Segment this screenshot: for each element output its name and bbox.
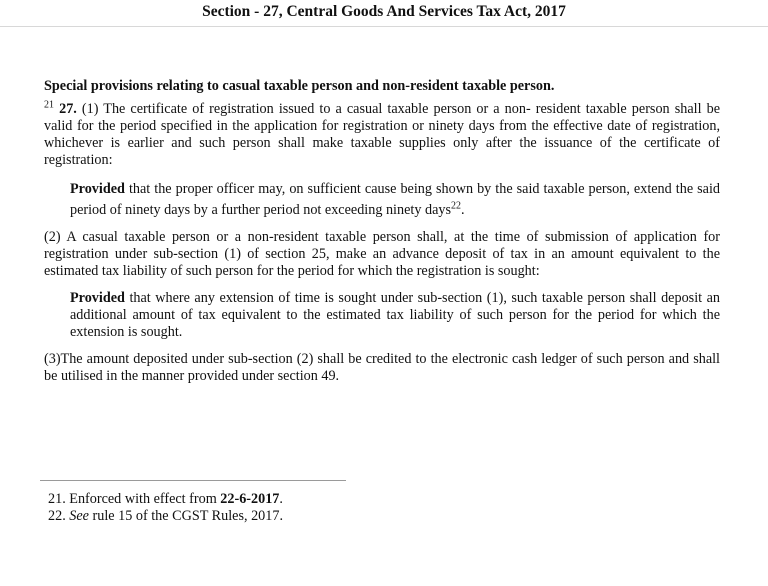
section-content bbox=[44, 78, 720, 395]
footnote-21 bbox=[48, 491, 283, 508]
footnote-22-prefix: 22. bbox=[48, 508, 70, 524]
sub-section-3: (3)The amount deposited under sub-section (2) shall be credited to the electronic cash ledger of such person and shall be utilised in the manner provided under section 49. bbox=[44, 351, 720, 384]
footnote-22-see: See bbox=[69, 508, 89, 524]
footnotes bbox=[48, 491, 283, 525]
sub-section-2: (2) A casual taxable person or a non-resident taxable person shall, at the time of submission of application for registration under sub-section (1) of section 25, make an advance deposit of tax in an amount equivalent to the estimated tax liability of such person for the period for which the registration is sought: bbox=[44, 229, 720, 279]
proviso-1-lead: Provided bbox=[70, 181, 125, 197]
footnote-21-suffix: . bbox=[279, 491, 283, 507]
footnote-22 bbox=[48, 508, 283, 525]
proviso-2-lead: Provided bbox=[70, 290, 125, 306]
proviso-1-text: that the proper officer may, on sufficient cause being shown by the said taxable person, extend the said period of ninety days by a further period not exceeding ninety days bbox=[70, 181, 720, 218]
proviso-2 bbox=[70, 290, 720, 341]
footnote-ref-22[interactable]: 22 bbox=[450, 200, 461, 212]
proviso-2-text: that where any extension of time is sought under sub-section (1), such taxable person shall deposit an additional amount of tax equivalent to the estimated tax liability of such person for the period for which the extension is sought. bbox=[70, 290, 720, 340]
page-header bbox=[0, 0, 768, 27]
section-number: 27. bbox=[59, 101, 77, 117]
proviso-1 bbox=[70, 179, 720, 221]
sub-section-1-text: (1) The certificate of registration issued to a casual taxable person or a non- resident taxable person shall be valid for the period specified in the application for registration or ninety days from the effective date of registration, whichever is earlier and such person shall make taxable supplies only after the issuance of the certificate of registration: bbox=[44, 101, 720, 168]
footnote-divider bbox=[40, 480, 346, 481]
section-heading: Special provisions relating to casual taxable person and non-resident taxable person. bbox=[44, 78, 555, 94]
footnote-21-prefix: 21. Enforced with effect from bbox=[48, 491, 221, 507]
footnote-22-suffix: rule 15 of the CGST Rules, 2017. bbox=[88, 508, 284, 524]
footnote-ref-21[interactable]: 21 bbox=[44, 99, 54, 111]
proviso-1-end: . bbox=[460, 202, 465, 218]
sub-section-1 bbox=[44, 101, 720, 169]
footnote-21-date: 22-6-2017 bbox=[220, 491, 280, 507]
page-title: Section - 27, Central Goods And Services Tax Act, 2017 bbox=[202, 3, 566, 20]
